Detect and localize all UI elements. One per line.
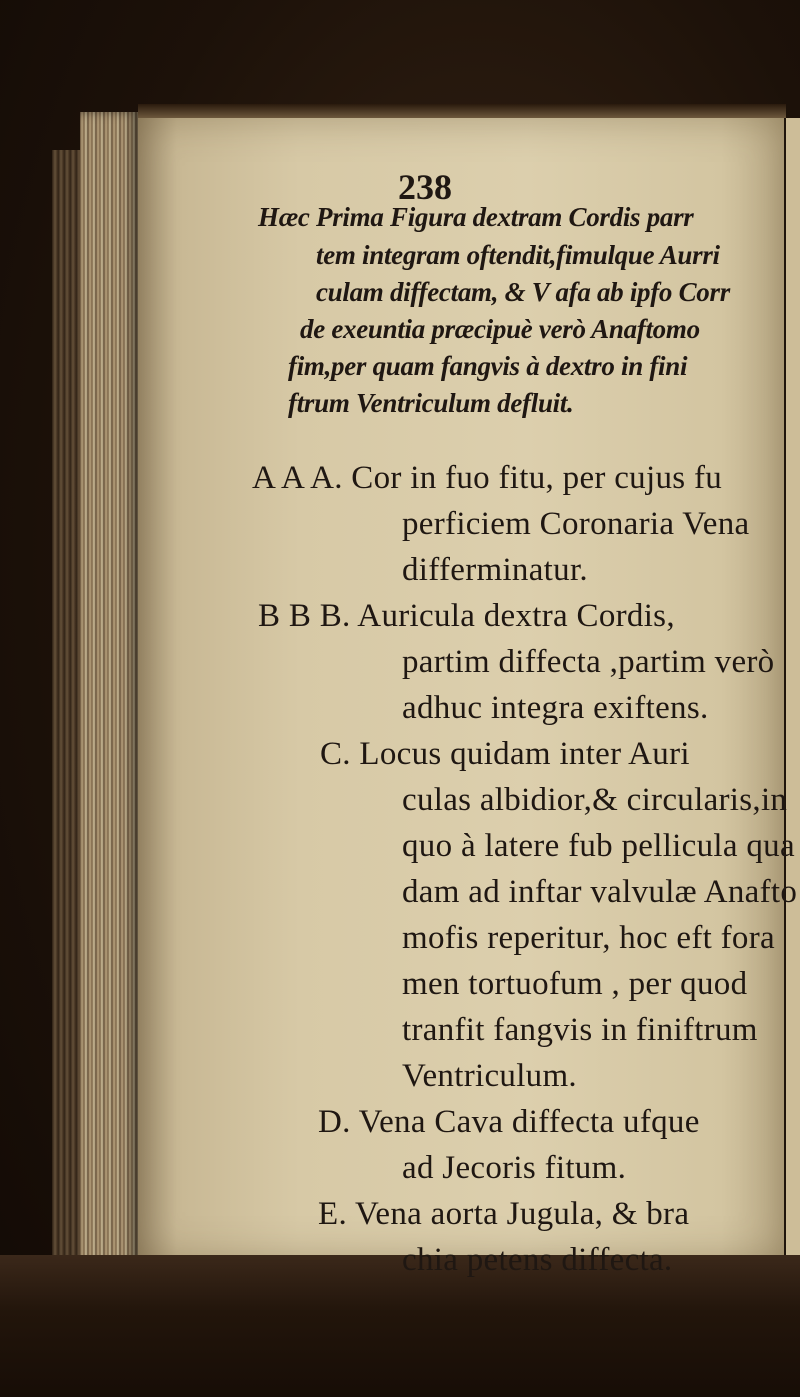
legend-entry-line: culas albidior,& circularis,in [402,782,788,818]
caption-line: culam diffectam, & V afa ab ipfo Corr [316,277,730,307]
caption-line: Hæc Prima Figura dextram Cordis parr [258,202,694,232]
legend-entry-line: tranfit fangvis in finiftrum [402,1012,758,1048]
legend-entry-line: mofis reperitur, hoc eft fora [402,920,775,956]
legend-entry-line: quo à latere fub pellicula qua [402,828,795,864]
legend-entry-line: men tortuofum , per quod [402,966,748,1002]
legend-entry-line: perficiem Coronaria Vena [402,506,750,542]
legend-entry-line: differminatur. [402,552,588,588]
caption-line: fim,per quam fangvis à dextro in fini [288,351,688,381]
legend-entry-d: D. Vena Cava diffecta ufque [318,1104,700,1140]
caption-line: ftrum Ventriculum defluit. [288,388,574,418]
page-right-margin [784,118,800,1260]
legend-entry-line: partim diffecta ,partim verò [402,644,775,680]
book-spine-shadow [52,150,82,1260]
legend-entry-b: B B B. Auricula dextra Cordis, [258,598,675,634]
bottom-shadow [0,1255,800,1397]
legend-entry-line: chia petens diffecta. [402,1242,673,1278]
legend-entry-line: Ventriculum. [402,1058,577,1094]
legend-entry-a: A A A. Cor in fuo fitu, per cujus fu [252,460,723,496]
caption-line: tem integram oftendit,fimulque Aurri [316,240,720,270]
legend-entry-line: ad Jecoris fitum. [402,1150,627,1186]
legend-entry-e: E. Vena aorta Jugula, & bra [318,1196,690,1232]
legend-entry-line: dam ad inftar valvulæ Anafto [402,874,798,910]
legend-entry-line: adhuc integra exiftens. [402,690,709,726]
caption-line: de exeuntia præcipuè verò Anaftomo [300,314,700,344]
page-edges [80,112,138,1282]
legend-entry-c: C. Locus quidam inter Auri [320,736,690,772]
page-number: 238 [398,167,452,207]
